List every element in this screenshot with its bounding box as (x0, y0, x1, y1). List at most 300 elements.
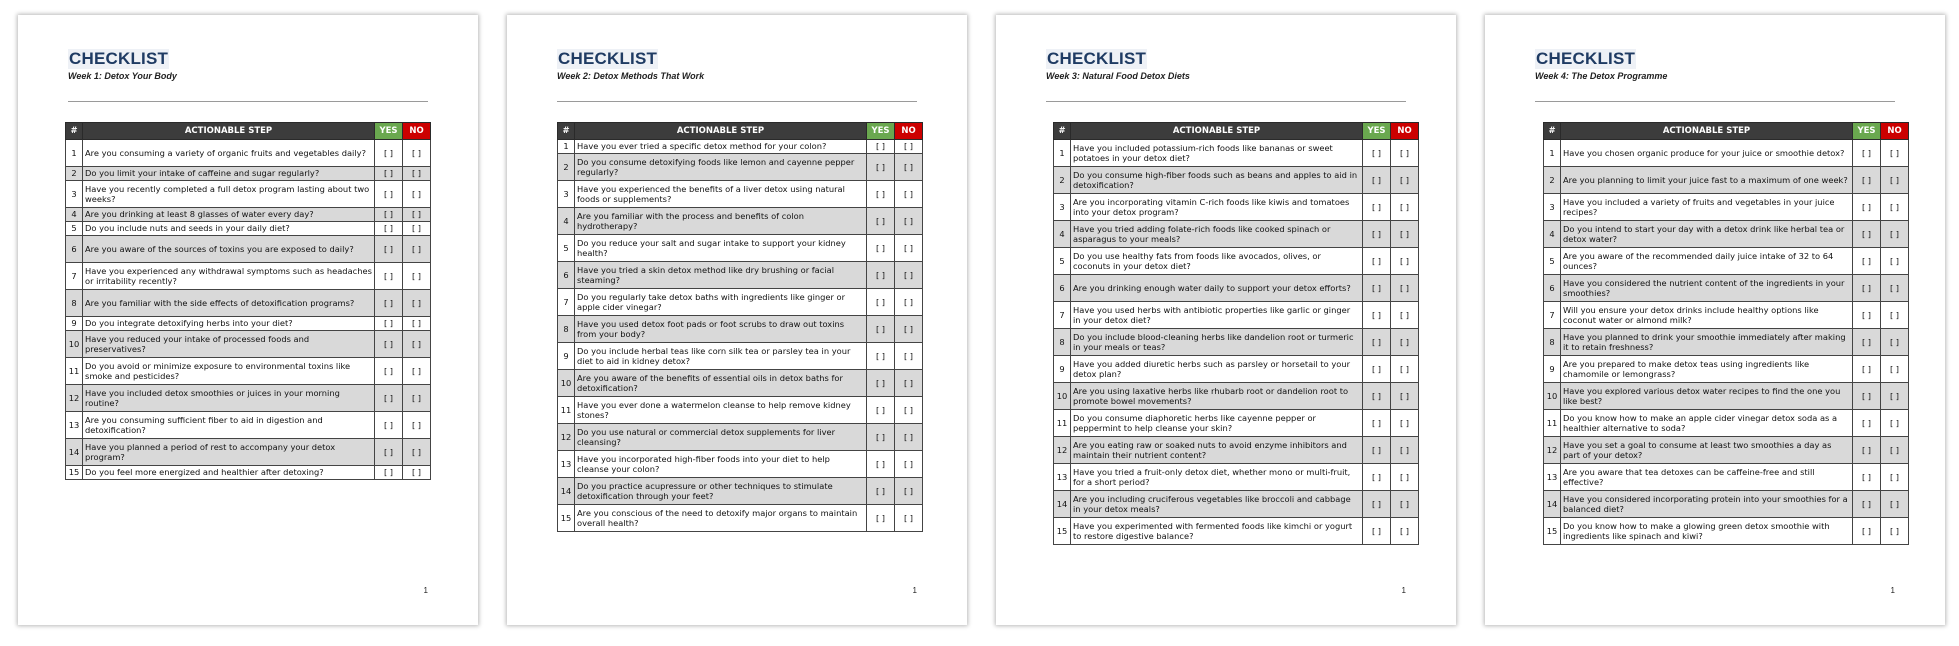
no-checkbox[interactable]: [ ] (1881, 248, 1909, 275)
row-number: 2 (558, 154, 575, 181)
row-number: 3 (1054, 194, 1071, 221)
table-row (558, 424, 923, 451)
no-checkbox[interactable]: [ ] (403, 236, 431, 263)
yes-checkbox[interactable]: [ ] (1853, 383, 1881, 410)
row-number: 13 (1544, 464, 1561, 491)
yes-checkbox[interactable]: [ ] (1363, 194, 1391, 221)
column-header-no: NO (1881, 123, 1909, 140)
no-checkbox[interactable]: [ ] (1391, 356, 1419, 383)
column-header-no: NO (403, 123, 431, 140)
no-checkbox[interactable]: [ ] (403, 290, 431, 317)
row-number: 4 (66, 208, 83, 222)
yes-checkbox[interactable]: [ ] (1363, 383, 1391, 410)
row-number: 4 (1054, 221, 1071, 248)
table-row (1054, 140, 1419, 167)
row-number: 2 (66, 167, 83, 181)
table-row (1054, 356, 1419, 383)
no-checkbox[interactable]: [ ] (403, 208, 431, 222)
page-header (1535, 49, 1895, 82)
table-row (1544, 302, 1909, 329)
row-number: 7 (1054, 302, 1071, 329)
yes-checkbox[interactable]: [ ] (867, 208, 895, 235)
no-checkbox[interactable]: [ ] (403, 385, 431, 412)
yes-checkbox[interactable]: [ ] (375, 208, 403, 222)
yes-checkbox[interactable]: [ ] (1853, 491, 1881, 518)
yes-checkbox[interactable]: [ ] (867, 478, 895, 505)
row-number: 11 (1054, 410, 1071, 437)
no-checkbox[interactable]: [ ] (895, 289, 923, 316)
row-number: 2 (1544, 167, 1561, 194)
no-checkbox[interactable]: [ ] (403, 263, 431, 290)
yes-checkbox[interactable]: [ ] (867, 235, 895, 262)
row-number: 15 (1054, 518, 1071, 545)
no-checkbox[interactable]: [ ] (403, 317, 431, 331)
table-row (1054, 329, 1419, 356)
table-row (558, 397, 923, 424)
no-checkbox[interactable]: [ ] (895, 208, 923, 235)
yes-checkbox[interactable]: [ ] (375, 263, 403, 290)
table-row (66, 181, 431, 208)
table-row (558, 478, 923, 505)
no-checkbox[interactable]: [ ] (1391, 248, 1419, 275)
row-number: 12 (66, 385, 83, 412)
yes-checkbox[interactable]: [ ] (1363, 221, 1391, 248)
row-number: 14 (558, 478, 575, 505)
table-row (66, 167, 431, 181)
no-checkbox[interactable]: [ ] (403, 358, 431, 385)
table-row (66, 208, 431, 222)
row-number: 5 (1054, 248, 1071, 275)
page-title: CHECKLIST (558, 49, 658, 68)
checklist-table (1543, 122, 1909, 545)
header-divider (1535, 101, 1895, 102)
page-subtitle: Week 1: Detox Your Body (68, 71, 177, 81)
actionable-step-text: Are you aware of the benefits of essential oils in detox baths for detoxification? (575, 370, 867, 397)
actionable-step-text: Are you drinking enough water daily to support your detox efforts? (1071, 275, 1363, 302)
table-row (66, 140, 431, 167)
row-number: 8 (558, 316, 575, 343)
no-checkbox[interactable]: [ ] (1391, 167, 1419, 194)
no-checkbox[interactable]: [ ] (1391, 437, 1419, 464)
checklist-table (65, 122, 431, 480)
actionable-step-text: Are you familiar with the process and benefits of colon hydrotherapy? (575, 208, 867, 235)
checklist-table (557, 122, 923, 532)
page-number: 1 (423, 586, 428, 595)
no-checkbox[interactable]: [ ] (403, 439, 431, 466)
no-checkbox[interactable]: [ ] (1881, 194, 1909, 221)
yes-checkbox[interactable]: [ ] (1363, 491, 1391, 518)
actionable-step-text: Have you planned to drink your smoothie immediately after making it to retain freshness? (1561, 329, 1853, 356)
actionable-step-text: Do you use healthy fats from foods like avocados, olives, or coconuts in your detox diet? (1071, 248, 1363, 275)
no-checkbox[interactable]: [ ] (1391, 518, 1419, 545)
actionable-step-text: Have you used herbs with antibiotic properties like garlic or ginger in your detox diet? (1071, 302, 1363, 329)
table-row (558, 505, 923, 532)
actionable-step-text: Are you drinking at least 8 glasses of water every day? (83, 208, 375, 222)
table-row (1544, 491, 1909, 518)
actionable-step-text: Do you include blood-cleaning herbs like dandelion root or turmeric in your meals or teas? (1071, 329, 1363, 356)
no-checkbox[interactable]: [ ] (1391, 329, 1419, 356)
table-row (1544, 248, 1909, 275)
actionable-step-text: Are you conscious of the need to detoxify major organs to maintain overall health? (575, 505, 867, 532)
actionable-step-text: Are you familiar with the side effects of detoxification programs? (83, 290, 375, 317)
table-row (558, 181, 923, 208)
page-subtitle: Week 2: Detox Methods That Work (557, 71, 705, 81)
yes-checkbox[interactable]: [ ] (375, 290, 403, 317)
actionable-step-text: Do you regularly take detox baths with ingredients like ginger or apple cider vinegar? (575, 289, 867, 316)
yes-checkbox[interactable]: [ ] (867, 343, 895, 370)
no-checkbox[interactable]: [ ] (1391, 221, 1419, 248)
actionable-step-text: Have you chosen organic produce for your juice or smoothie detox? (1561, 140, 1853, 167)
no-checkbox[interactable]: [ ] (403, 181, 431, 208)
column-header-no: NO (1391, 123, 1419, 140)
checklist-page-week-1 (18, 15, 478, 625)
row-number: 10 (558, 370, 575, 397)
table-row (1544, 383, 1909, 410)
yes-checkbox[interactable]: [ ] (867, 262, 895, 289)
no-checkbox[interactable]: [ ] (1881, 437, 1909, 464)
no-checkbox[interactable]: [ ] (895, 343, 923, 370)
table-row (66, 222, 431, 236)
yes-checkbox[interactable]: [ ] (375, 236, 403, 263)
table-row (1544, 437, 1909, 464)
column-header-yes: YES (1363, 123, 1391, 140)
no-checkbox[interactable]: [ ] (1881, 518, 1909, 545)
page-subtitle: Week 4: The Detox Programme (1535, 71, 1668, 81)
actionable-step-text: Have you tried adding folate-rich foods like cooked spinach or asparagus to your meals? (1071, 221, 1363, 248)
yes-checkbox[interactable]: [ ] (867, 140, 895, 154)
no-checkbox[interactable]: [ ] (1881, 221, 1909, 248)
actionable-step-text: Have you included a variety of fruits and vegetables in your juice recipes? (1561, 194, 1853, 221)
actionable-step-text: Do you include herbal teas like corn silk tea or parsley tea in your diet to aid in kidney detox? (575, 343, 867, 370)
no-checkbox[interactable]: [ ] (1881, 464, 1909, 491)
actionable-step-text: Are you aware that tea detoxes can be caffeine-free and still effective? (1561, 464, 1853, 491)
table-row (558, 289, 923, 316)
table-row (558, 140, 923, 154)
row-number: 3 (558, 181, 575, 208)
no-checkbox[interactable]: [ ] (895, 451, 923, 478)
yes-checkbox[interactable]: [ ] (1363, 275, 1391, 302)
actionable-step-text: Do you avoid or minimize exposure to environmental toxins like smoke and pesticides? (83, 358, 375, 385)
table-header-row (1054, 123, 1419, 140)
yes-checkbox[interactable]: [ ] (867, 424, 895, 451)
column-header-yes: YES (867, 123, 895, 140)
yes-checkbox[interactable]: [ ] (1363, 329, 1391, 356)
row-number: 8 (1054, 329, 1071, 356)
header-divider (68, 101, 428, 102)
row-number: 12 (558, 424, 575, 451)
column-header-actionable-step: ACTIONABLE STEP (575, 123, 867, 140)
yes-checkbox[interactable]: [ ] (867, 181, 895, 208)
table-row (1544, 275, 1909, 302)
row-number: 1 (1544, 140, 1561, 167)
yes-checkbox[interactable]: [ ] (1853, 140, 1881, 167)
actionable-step-text: Do you reduce your salt and sugar intake to support your kidney health? (575, 235, 867, 262)
table-row (558, 316, 923, 343)
yes-checkbox[interactable]: [ ] (1853, 437, 1881, 464)
yes-checkbox[interactable]: [ ] (867, 397, 895, 424)
actionable-step-text: Have you set a goal to consume at least two smoothies a day as part of your detox? (1561, 437, 1853, 464)
table-row (558, 262, 923, 289)
table-row (66, 358, 431, 385)
yes-checkbox[interactable]: [ ] (375, 412, 403, 439)
table-row (66, 439, 431, 466)
no-checkbox[interactable]: [ ] (1881, 329, 1909, 356)
column-header-yes: YES (1853, 123, 1881, 140)
no-checkbox[interactable]: [ ] (403, 412, 431, 439)
yes-checkbox[interactable]: [ ] (1363, 248, 1391, 275)
no-checkbox[interactable]: [ ] (1881, 491, 1909, 518)
row-number: 1 (1054, 140, 1071, 167)
column-header-actionable-step: ACTIONABLE STEP (1071, 123, 1363, 140)
row-number: 9 (558, 343, 575, 370)
row-number: 5 (66, 222, 83, 236)
table-row (1544, 464, 1909, 491)
table-row (66, 331, 431, 358)
row-number: 6 (1544, 275, 1561, 302)
row-number: 4 (1544, 221, 1561, 248)
actionable-step-text: Have you included detox smoothies or juices in your morning routine? (83, 385, 375, 412)
actionable-step-text: Have you considered incorporating protein into your smoothies for a balanced diet? (1561, 491, 1853, 518)
table-row (1054, 275, 1419, 302)
table-row (66, 317, 431, 331)
no-checkbox[interactable]: [ ] (1391, 275, 1419, 302)
yes-checkbox[interactable]: [ ] (867, 451, 895, 478)
column-header-number: # (558, 123, 575, 140)
yes-checkbox[interactable]: [ ] (375, 317, 403, 331)
actionable-step-text: Have you experienced the benefits of a liver detox using natural foods or supplements? (575, 181, 867, 208)
row-number: 14 (1544, 491, 1561, 518)
table-row (1054, 302, 1419, 329)
yes-checkbox[interactable]: [ ] (867, 370, 895, 397)
column-header-yes: YES (375, 123, 403, 140)
actionable-step-text: Do you include nuts and seeds in your daily diet? (83, 222, 375, 236)
table-row (1054, 491, 1419, 518)
yes-checkbox[interactable]: [ ] (867, 154, 895, 181)
no-checkbox[interactable]: [ ] (895, 505, 923, 532)
yes-checkbox[interactable]: [ ] (1363, 302, 1391, 329)
no-checkbox[interactable]: [ ] (895, 478, 923, 505)
yes-checkbox[interactable]: [ ] (1853, 356, 1881, 383)
actionable-step-text: Will you ensure your detox drinks include healthy options like coconut water or almond milk? (1561, 302, 1853, 329)
row-number: 10 (1054, 383, 1071, 410)
actionable-step-text: Have you used detox foot pads or foot scrubs to draw out toxins from your body? (575, 316, 867, 343)
page-header (1046, 49, 1406, 82)
no-checkbox[interactable]: [ ] (895, 316, 923, 343)
no-checkbox[interactable]: [ ] (1881, 275, 1909, 302)
table-row (1054, 194, 1419, 221)
no-checkbox[interactable]: [ ] (895, 154, 923, 181)
table-row (1054, 383, 1419, 410)
header-divider (557, 101, 917, 102)
yes-checkbox[interactable]: [ ] (1363, 518, 1391, 545)
no-checkbox[interactable]: [ ] (403, 466, 431, 480)
row-number: 12 (1544, 437, 1561, 464)
no-checkbox[interactable]: [ ] (403, 222, 431, 236)
actionable-step-text: Have you added diuretic herbs such as parsley or horsetail to your detox plan? (1071, 356, 1363, 383)
checklist-table (1053, 122, 1419, 545)
yes-checkbox[interactable]: [ ] (1853, 221, 1881, 248)
row-number: 4 (558, 208, 575, 235)
row-number: 1 (558, 140, 575, 154)
no-checkbox[interactable]: [ ] (1881, 410, 1909, 437)
yes-checkbox[interactable]: [ ] (375, 385, 403, 412)
actionable-step-text: Are you prepared to make detox teas using ingredients like chamomile or lemongrass? (1561, 356, 1853, 383)
yes-checkbox[interactable]: [ ] (867, 505, 895, 532)
no-checkbox[interactable]: [ ] (403, 140, 431, 167)
yes-checkbox[interactable]: [ ] (375, 466, 403, 480)
actionable-step-text: Are you using laxative herbs like rhubarb root or dandelion root to promote bowel movements? (1071, 383, 1363, 410)
table-row (1544, 167, 1909, 194)
table-row (66, 290, 431, 317)
column-header-number: # (66, 123, 83, 140)
table-row (558, 208, 923, 235)
actionable-step-text: Do you consume diaphoretic herbs like cayenne pepper or peppermint to help cleanse your skin? (1071, 410, 1363, 437)
no-checkbox[interactable]: [ ] (1391, 410, 1419, 437)
no-checkbox[interactable]: [ ] (1391, 491, 1419, 518)
yes-checkbox[interactable]: [ ] (1853, 410, 1881, 437)
table-row (1054, 464, 1419, 491)
table-header-row (66, 123, 431, 140)
table-row (1054, 410, 1419, 437)
actionable-step-text: Do you consume high-fiber foods such as beans and apples to aid in detoxification? (1071, 167, 1363, 194)
row-number: 7 (558, 289, 575, 316)
yes-checkbox[interactable]: [ ] (1853, 194, 1881, 221)
actionable-step-text: Are you consuming a variety of organic fruits and vegetables daily? (83, 140, 375, 167)
no-checkbox[interactable]: [ ] (1391, 302, 1419, 329)
yes-checkbox[interactable]: [ ] (1363, 140, 1391, 167)
page-number: 1 (1890, 586, 1895, 595)
table-row (66, 385, 431, 412)
table-row (1054, 437, 1419, 464)
yes-checkbox[interactable]: [ ] (375, 358, 403, 385)
actionable-step-text: Do you feel more energized and healthier after detoxing? (83, 466, 375, 480)
yes-checkbox[interactable]: [ ] (375, 439, 403, 466)
no-checkbox[interactable]: [ ] (403, 167, 431, 181)
yes-checkbox[interactable]: [ ] (867, 316, 895, 343)
actionable-step-text: Have you ever done a watermelon cleanse to help remove kidney stones? (575, 397, 867, 424)
actionable-step-text: Have you experienced any withdrawal symptoms such as headaches or irritability recently? (83, 263, 375, 290)
row-number: 14 (1054, 491, 1071, 518)
no-checkbox[interactable]: [ ] (895, 140, 923, 154)
table-row (66, 412, 431, 439)
table-row (558, 154, 923, 181)
no-checkbox[interactable]: [ ] (895, 181, 923, 208)
no-checkbox[interactable]: [ ] (1881, 140, 1909, 167)
yes-checkbox[interactable]: [ ] (1363, 167, 1391, 194)
no-checkbox[interactable]: [ ] (1391, 464, 1419, 491)
table-header-row (1544, 123, 1909, 140)
table-row (1544, 518, 1909, 545)
table-row (1544, 221, 1909, 248)
table-row (66, 466, 431, 480)
row-number: 12 (1054, 437, 1071, 464)
table-row (66, 263, 431, 290)
row-number: 8 (66, 290, 83, 317)
actionable-step-text: Are you aware of the recommended daily juice intake of 32 to 64 ounces? (1561, 248, 1853, 275)
table-row (1054, 221, 1419, 248)
table-row (66, 236, 431, 263)
yes-checkbox[interactable]: [ ] (1853, 248, 1881, 275)
row-number: 2 (1054, 167, 1071, 194)
yes-checkbox[interactable]: [ ] (375, 331, 403, 358)
no-checkbox[interactable]: [ ] (895, 370, 923, 397)
row-number: 10 (1544, 383, 1561, 410)
yes-checkbox[interactable]: [ ] (1853, 167, 1881, 194)
row-number: 14 (66, 439, 83, 466)
page-number: 1 (1401, 586, 1406, 595)
no-checkbox[interactable]: [ ] (1391, 140, 1419, 167)
actionable-step-text: Are you eating raw or soaked nuts to avoid enzyme inhibitors and maintain their nutrient content? (1071, 437, 1363, 464)
table-row (558, 370, 923, 397)
no-checkbox[interactable]: [ ] (1881, 356, 1909, 383)
table-row (1054, 167, 1419, 194)
actionable-step-text: Have you explored various detox water recipes to find the one you like best? (1561, 383, 1853, 410)
column-header-actionable-step: ACTIONABLE STEP (83, 123, 375, 140)
actionable-step-text: Are you consuming sufficient fiber to aid in digestion and detoxification? (83, 412, 375, 439)
actionable-step-text: Are you including cruciferous vegetables like broccoli and cabbage in your detox meals? (1071, 491, 1363, 518)
no-checkbox[interactable]: [ ] (1881, 383, 1909, 410)
no-checkbox[interactable]: [ ] (1391, 194, 1419, 221)
yes-checkbox[interactable]: [ ] (1853, 329, 1881, 356)
yes-checkbox[interactable]: [ ] (375, 167, 403, 181)
no-checkbox[interactable]: [ ] (895, 235, 923, 262)
yes-checkbox[interactable]: [ ] (375, 140, 403, 167)
actionable-step-text: Have you planned a period of rest to accompany your detox program? (83, 439, 375, 466)
yes-checkbox[interactable]: [ ] (1363, 437, 1391, 464)
yes-checkbox[interactable]: [ ] (1363, 410, 1391, 437)
row-number: 5 (1544, 248, 1561, 275)
no-checkbox[interactable]: [ ] (895, 262, 923, 289)
no-checkbox[interactable]: [ ] (1881, 167, 1909, 194)
actionable-step-text: Have you included potassium-rich foods like bananas or sweet potatoes in your detox diet? (1071, 140, 1363, 167)
header-divider (1046, 101, 1406, 102)
actionable-step-text: Are you aware of the sources of toxins you are exposed to daily? (83, 236, 375, 263)
yes-checkbox[interactable]: [ ] (1853, 302, 1881, 329)
no-checkbox[interactable]: [ ] (1391, 383, 1419, 410)
yes-checkbox[interactable]: [ ] (867, 289, 895, 316)
actionable-step-text: Have you tried a skin detox method like dry brushing or facial steaming? (575, 262, 867, 289)
no-checkbox[interactable]: [ ] (895, 397, 923, 424)
table-row (1544, 194, 1909, 221)
yes-checkbox[interactable]: [ ] (1853, 518, 1881, 545)
no-checkbox[interactable]: [ ] (1881, 302, 1909, 329)
page-header (557, 49, 917, 82)
page-title: CHECKLIST (69, 49, 169, 68)
actionable-step-text: Do you use natural or commercial detox supplements for liver cleansing? (575, 424, 867, 451)
row-number: 9 (1054, 356, 1071, 383)
yes-checkbox[interactable]: [ ] (375, 222, 403, 236)
yes-checkbox[interactable]: [ ] (1363, 356, 1391, 383)
actionable-step-text: Have you ever tried a specific detox method for your colon? (575, 140, 867, 154)
row-number: 15 (66, 466, 83, 480)
row-number: 7 (1544, 302, 1561, 329)
yes-checkbox[interactable]: [ ] (1853, 464, 1881, 491)
yes-checkbox[interactable]: [ ] (1363, 464, 1391, 491)
yes-checkbox[interactable]: [ ] (375, 181, 403, 208)
no-checkbox[interactable]: [ ] (895, 424, 923, 451)
actionable-step-text: Are you planning to limit your juice fast to a maximum of one week? (1561, 167, 1853, 194)
row-number: 15 (558, 505, 575, 532)
column-header-number: # (1544, 123, 1561, 140)
yes-checkbox[interactable]: [ ] (1853, 275, 1881, 302)
row-number: 11 (1544, 410, 1561, 437)
row-number: 11 (66, 358, 83, 385)
row-number: 15 (1544, 518, 1561, 545)
checklist-page-week-3 (996, 15, 1456, 625)
actionable-step-text: Have you considered the nutrient content of the ingredients in your smoothies? (1561, 275, 1853, 302)
no-checkbox[interactable]: [ ] (403, 331, 431, 358)
actionable-step-text: Do you integrate detoxifying herbs into your diet? (83, 317, 375, 331)
